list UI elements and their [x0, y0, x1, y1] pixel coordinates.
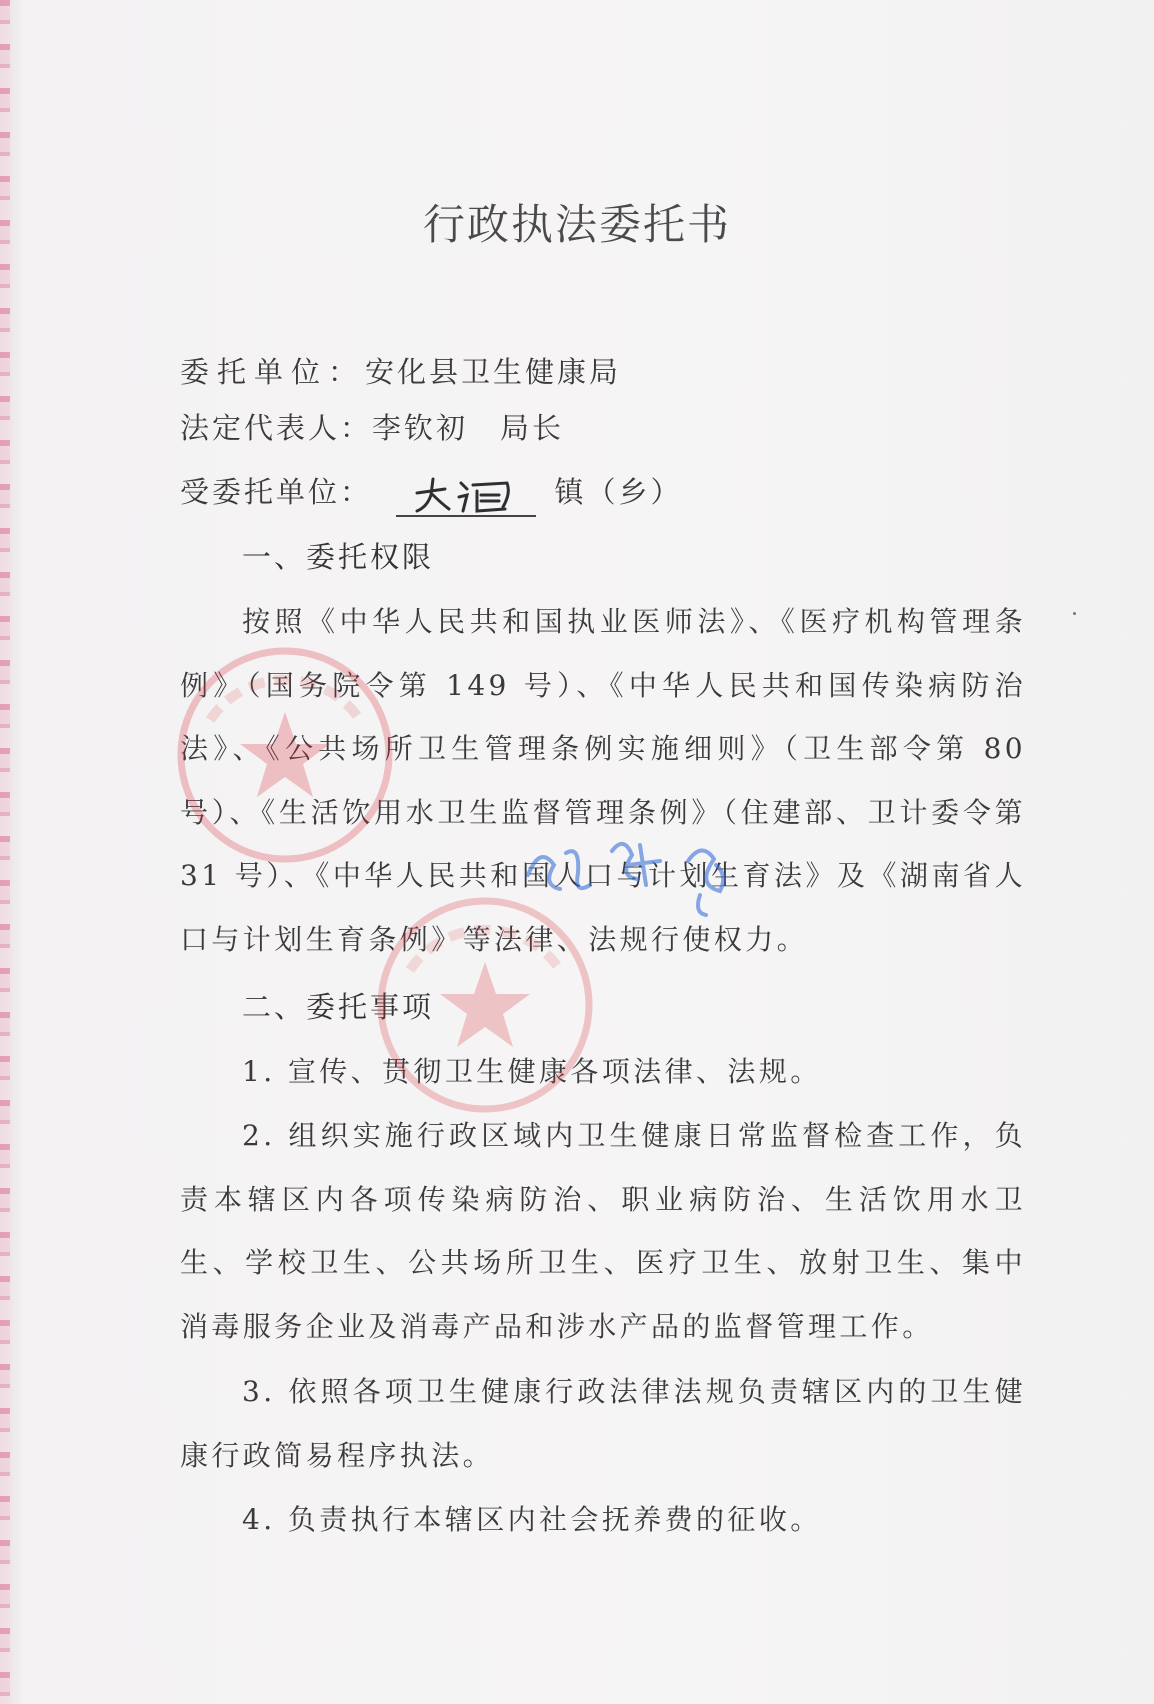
handwritten-name-icon	[411, 477, 521, 515]
section2-heading: 二、委托事项	[242, 990, 435, 1024]
legal-representative-value: 李钦初 局长	[372, 411, 565, 445]
entrusted-unit-suffix: 镇（乡）	[554, 475, 683, 509]
scan-speck	[1073, 612, 1076, 615]
entrusting-unit-value: 安化县卫生健康局	[365, 355, 622, 389]
section2-item-1: 1. 宣传、贯彻卫生健康各项法律、法规。	[242, 1055, 822, 1088]
section1-heading: 一、委托权限	[242, 540, 435, 574]
entrusted-unit-row	[180, 470, 682, 515]
legal-representative-row	[180, 406, 564, 447]
binding-edge	[0, 0, 10, 1704]
entrusted-unit-label: 受委托单位：	[180, 475, 373, 509]
entrusting-unit-label: 委托单位：	[180, 355, 366, 389]
entrusted-unit-handwriting	[396, 477, 536, 517]
legal-representative-label: 法定代表人：	[180, 411, 373, 445]
document-title: 行政执法委托书	[422, 200, 731, 249]
entrusting-unit-row	[180, 350, 621, 391]
section2-item-2: 2. 组织实施行政区域内卫生健康日常监督检查工作，负责本辖区内各项传染病防治、职业病防治、生活饮用水卫生、学校卫生、公共场所卫生、医疗卫生、放射卫生、集中消毒服务企业及消毒产品和涉水产品的监督管理工作。	[180, 1119, 1026, 1343]
section2-item-4: 4. 负责执行本辖区内社会抚养费的征收。	[242, 1503, 822, 1536]
section2-item-3: 3. 依照各项卫生健康行政法律法规负责辖区内的卫生健康行政简易程序执法。	[180, 1375, 1026, 1472]
section1-body: 按照《中华人民共和国执业医师法》、《医疗机构管理条例》（国务院令第 149 号）、《中华人民共和国传染病防治法》、《公共场所卫生管理条例实施细则》（卫生部令第 80 号）、《生活饮用水卫生监督管理条例》（住建部、卫计委令第 31 号）、《中华人民共和国人口与计划生育法》及《湖南省人口与计划生育条例》等法律、法规行使权力。	[180, 605, 1026, 956]
